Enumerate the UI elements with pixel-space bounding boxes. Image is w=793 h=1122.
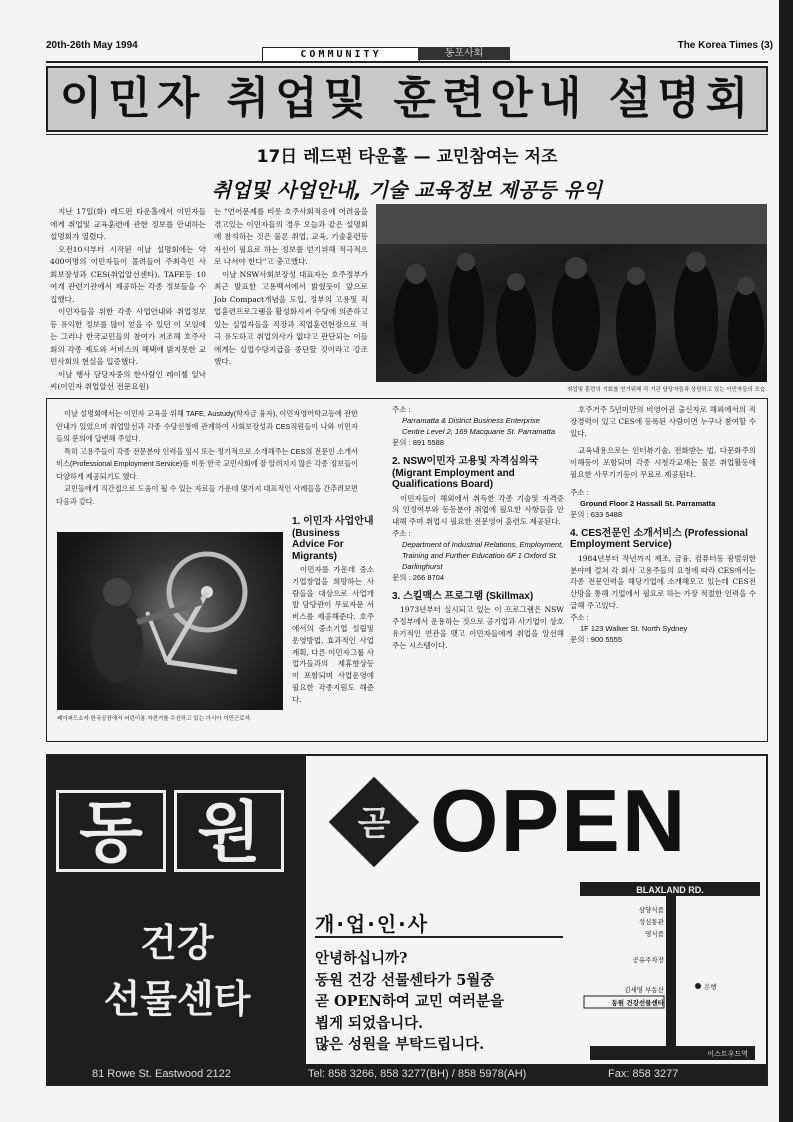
- section-body: 호주거주 5년미만의 비영어권 출신자로 해외에서의 직장경력이 있고 CES에 등록된 사람이면 누구나 참여할 수 있다.: [570, 405, 756, 438]
- address-text: Parramatta & District Business Enterprise Centre Level 2, 169 Macquarie St. Parramatta: [402, 416, 555, 436]
- page-edge-shadow: [779, 0, 793, 1122]
- location-map: [580, 882, 760, 1062]
- ad-message-line: 많은 성원을 부탁드립니다.: [315, 1036, 485, 1053]
- map-label: 공유주차장: [632, 956, 664, 964]
- section-body: 이민자를 가운데 중소기업창업을 희망하는 사람들을 대상으로 사업개발 담당관이 무료자문 서비스를 제공해준다. 호주에서의 중소기업 설립및 운영방법, 효과적인 사업계획, 다른 이민자그룹 사업가들과의 제휴향상등이 포함되며 사업운영에 필요한 각종지원도 해준다.: [292, 565, 374, 704]
- ad-message-line: 안녕하십니까?: [315, 950, 408, 967]
- brand-char: 원: [174, 790, 284, 872]
- article-paragraph: 이민자들을 위한 각종 사업안내와 취업정보등 유익한 정보를 많이 얻을 수 있던 이 모임에는 그러나 한국교민들의 참여가 저조해 호주사회의 각종 제도와 서비스의 혜택에 밝지못한 교민사회의 현실을 입증했다.: [50, 307, 206, 366]
- address-label: 주소 :: [392, 528, 411, 538]
- section-label-en: COMMUNITY: [262, 47, 420, 62]
- section-title: 4. CES전문인 소개서비스 (Professional Employment Service): [570, 527, 748, 551]
- ad-fax: Fax: 858 3277: [608, 1068, 679, 1080]
- article-paragraph: 오전10시부터 시작된 이날 설명회에는 약 400여명의 이민자들이 몰려들어 주최측인 사회보장성과 CES(취업알선센타), TAFE등 10여개 관련기관에서 제공하는 각종 정보들을 수집했다.: [50, 244, 206, 304]
- article-paragraph: 이날 NSW사회보장성 대표자는 호주정부가 최근 발표한 고용백서에서 밝혔듯이 앞으로 Job Compact개념을 도입, 정부의 고용및 직업훈련프로그램을 활성화시켜 수당에 의존하고 있는 실업자들을 직장과 직업훈련현장으로 적극 유도하고 취업의사가 없다고 판단되는 이들에게는 실업수당지급을 중단할 것이라고 강조했다.: [214, 269, 368, 366]
- article-paragraph: 는 "언어문제를 비롯 호주사회적응에 어려움을 겪고있는 이민자들의 경우 오늘과 같은 설명회에 참석하는 것은 물론 취업, 교육, 기술훈련등 자신이 필요로 하는 정보를 얻기위해 적극적으로 나서야 한다"고 충고했다.: [214, 207, 368, 266]
- worker-photo: [57, 532, 283, 710]
- info-column-4: [570, 404, 756, 645]
- intro-paragraph: 특히 고용주들이 각종 전문분야 인력을 임시 또는 정기적으로 소개해주는 CES의 전문인 소개서비스(Professional Employment Service)를 비롯 한국 교민사회에 잘 알려지지 않은 각종 정보들이 다양하게 제공되기도 했다.: [56, 446, 358, 481]
- ad-greeting-title: 개·업·인·사: [315, 912, 430, 936]
- subheadline-1: 17日 레드펀 타운홀 — 교민참여는 저조: [256, 147, 558, 167]
- address-label: 주소 :: [392, 405, 411, 414]
- section-body: 1973년부터 실시되고 있는 이 프로그램은 NSW주정부에서 운용하는 것으로 공기업과 사기업이 상호 유기적인 연관을 맺고 이민자들에게 취업을 알선해 주는 시스템이다.: [392, 605, 564, 650]
- section-label-ko: 동포사회: [418, 47, 510, 60]
- issue-date: 20th-26th May 1994: [46, 40, 138, 51]
- address-text: 1F 123 Walker St. North Sydney: [580, 623, 688, 633]
- map-label: 영식품: [645, 930, 664, 938]
- address-text: Department of Industrial Relations, Employment, Training and Further Education 6F 1 Oxford St. Darlinghurst: [402, 539, 564, 571]
- ad-line-gift-center: 선물센타: [103, 977, 251, 1021]
- ad-line-health: 건강: [140, 921, 214, 965]
- intro-paragraph: 교민들에게 직간접으로 도움이 될 수 있는 자료들 가운데 몇가지 대표적인 사례들을 간추려보면 다음과 같다.: [56, 484, 358, 506]
- ad-greeting-rule: [315, 936, 563, 938]
- event-photo: [376, 204, 767, 382]
- headline-rule: [46, 134, 768, 135]
- address-label: 주소 :: [570, 612, 589, 622]
- headline: 이민자 취업및 훈련안내 설명회: [46, 66, 768, 132]
- bicycle-graphic: [57, 532, 283, 710]
- map-graphic: [580, 882, 760, 1062]
- address-label: 주소 :: [570, 487, 589, 497]
- section-business-advice: [292, 516, 374, 706]
- publication-name: The Korea Times (3): [677, 40, 773, 51]
- intro-paragraph: 이날 설명회에서는 이민자 교육을 위해 TAFE, Austudy(학자금 융자), 이민자영어학교등에 관한 안내가 있었으며 취업알선과 각종 수당신청에 관계하여 사회보장성과 CES직원들이 나와 이민자들의 문의에 답변해 주었다.: [56, 409, 358, 443]
- article-paragraph: 이날 행사 담당자중의 한사람인 레이첼 일낙씨(이민자 취업알선 전문요원): [50, 369, 206, 391]
- ad-open-text: OPEN: [430, 771, 688, 870]
- ad-soon-text: 곧: [357, 804, 391, 844]
- section-body: 1984년부터 작년까지 제조, 금융, 컴퓨터등 광범위한 분야에 걸쳐 각 회사 고용주들의 요청에 따라 CES에서는 각종 전문인력을 해당기업에 소개해오고 있는데 CES전산망을 통해 기업에서 필요로 하는 가장 적절한 인력을 수급해 주고있다.: [570, 553, 756, 610]
- address-text: Ground Floor 2 Hassall St. Parramatta: [580, 498, 716, 508]
- article-paragraph: 지난 17일(화) 레드펀 타운홀에서 이민자들에게 취업및 교육훈련에 관한 정보를 안내하는 설명회가 열렸다.: [50, 207, 206, 241]
- phone-text: 문의 : 900 5555: [570, 634, 623, 644]
- article-column-2: [214, 206, 368, 369]
- phone-text: 문의 : 633 5488: [570, 509, 623, 519]
- event-photo-caption: 취업및 훈련의 기회를 얻기위해 각 기관 담당자들과 상담하고 있는 이민자들의 모습.: [567, 387, 767, 393]
- brand-char: 동: [56, 790, 166, 872]
- map-label: 성심통관: [638, 918, 664, 926]
- ad-message-line: 동원 건강 선물센타가 5월중: [315, 971, 495, 989]
- section-title: 3. 스킬맥스 프로그램 (Skillmax): [392, 590, 534, 602]
- map-label: 이스트우드역: [707, 1050, 748, 1058]
- map-street-label: BLAXLAND RD.: [636, 885, 704, 895]
- crowd-silhouette-graphic: [376, 204, 767, 382]
- map-label: 김세영 부동산: [624, 986, 664, 994]
- map-label: 동원 건강선물센타: [611, 999, 664, 1007]
- map-label: 삼양식품: [638, 906, 664, 914]
- header-rule: [46, 61, 768, 63]
- ad-address: 81 Rowe St. Eastwood 2122: [92, 1068, 231, 1080]
- map-label: 은행: [704, 983, 717, 991]
- section-body: 교육내용으로는 인터뷰기술, 전화받는 법, 다문화주의 이해등이 포함되며 각종 시청각교재는 물론 취업활동에 필요한 사무기기등이 무료로 제공된다.: [570, 446, 756, 479]
- phone-text: 문의 : 266 8704: [392, 572, 445, 582]
- ad-message: [315, 948, 575, 1056]
- section-body: 이민자들이 해외에서 취득한 각종 기술및 자격증의 인정여부와 동등분야 취업에 필요한 사항들을 안내해 주며 취업시 필요한 전문영어 훈련도 제공된다.: [392, 493, 564, 527]
- ad-telephone: Tel: 858 3266, 858 3277(BH) / 858 5978(AH): [308, 1068, 527, 1080]
- info-box-intro: [56, 408, 358, 508]
- info-column-3: [392, 404, 564, 652]
- phone-text: 문의 : 891 5588: [392, 438, 445, 447]
- ad-message-line: 뵙게 되었읍니다.: [315, 1014, 424, 1032]
- subheadline-2: 취업및 사업안내, 기술 교육정보 제공등 유익: [211, 178, 603, 202]
- section-title: 1. 이민자 사업안내 (Business Advice For Migrants): [292, 516, 374, 562]
- worker-photo-caption: 페이퍼드소자 한국공장에서 어린이용 자전거를 수선하고 있는 아시아 이민근로자.: [57, 716, 252, 722]
- article-column-1: [50, 206, 206, 394]
- ad-footer-bar: [48, 1064, 766, 1084]
- ad-message-line: 곧 OPEN하여 교민 여러분을: [315, 993, 505, 1010]
- section-title: 2. NSW이민자 고용및 자격심의국 (Migrant Employment and Qualifications Board): [392, 456, 539, 490]
- ad-brand: [56, 790, 296, 872]
